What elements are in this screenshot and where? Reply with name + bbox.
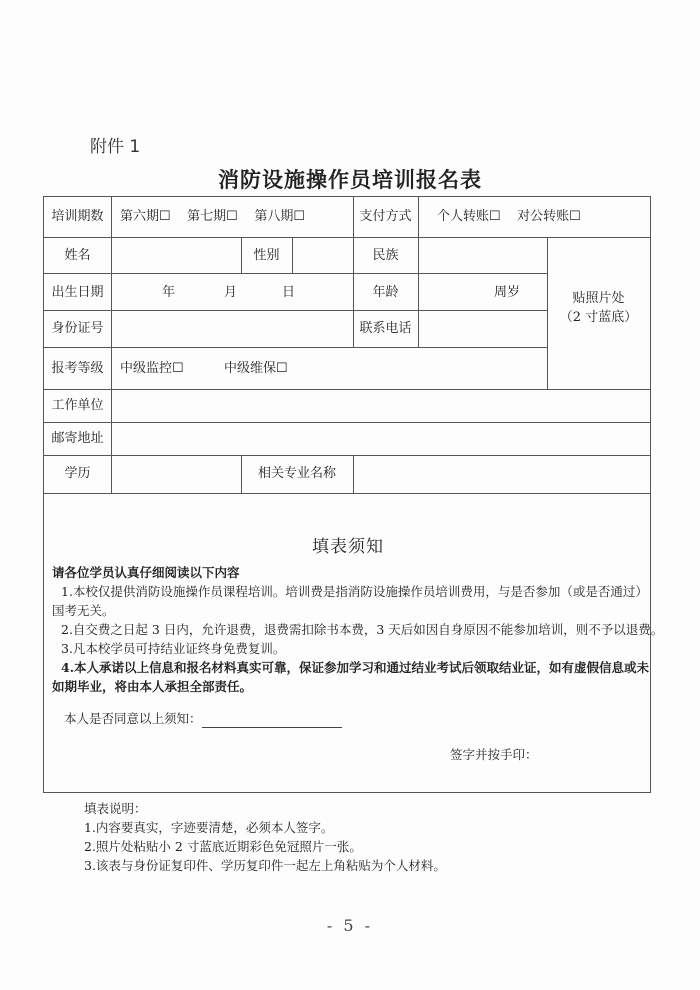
notes-title: 填表须知 — [312, 537, 384, 557]
period-label: 培训期数 — [51, 209, 104, 224]
notes-item-4: 4.本人承诺以上信息和报名材料真实可靠，保证参加学习和通过结业考试后领取结业证，如有虚假信息或未 — [61, 660, 650, 675]
photo-label: 贴照片处 — [572, 291, 625, 306]
notes-item-4-cont: 如期毕业，将由本人承担全部责任。 — [52, 679, 253, 694]
col-divider — [111, 197, 112, 493]
notes-item-2: 2.自交费之日起 3 日内，允许退费，退费需扣除书本费，3 天后如因自身原因不能参加培训，则不予以退费。 — [61, 622, 664, 637]
phone-label: 联系电话 — [359, 321, 412, 336]
agree-label: 本人是否同意以上须知： — [64, 711, 202, 726]
agree-line — [64, 709, 342, 728]
id-number-label: 身份证号 — [51, 321, 104, 336]
col-divider — [353, 455, 354, 493]
exam-level-label: 报考等级 — [51, 361, 104, 376]
registration-form — [43, 196, 664, 793]
month-label: 月 — [224, 285, 238, 300]
level-option-maintenance[interactable]: 中级维保☐ — [224, 361, 288, 376]
row-divider — [44, 347, 547, 348]
row-divider — [44, 422, 650, 423]
form-title: 消防设施操作员培训报名表 — [218, 167, 482, 192]
attachment-label: 附件 1 — [90, 137, 141, 157]
agree-input-line[interactable] — [202, 715, 342, 728]
notes-item-1-cont: 国考无关。 — [52, 603, 115, 618]
birthdate-label: 出生日期 — [51, 285, 104, 300]
footer-line-1: 1.内容要真实，字迹要清楚，必须本人签字。 — [84, 820, 334, 835]
photo-size-label: （2 寸蓝底） — [559, 310, 638, 325]
row-divider — [44, 237, 650, 238]
page-number: - 5 - — [326, 916, 374, 935]
signature-label[interactable]: 签字并按手印： — [450, 747, 538, 762]
notes-item-1: 1.本校仅提供消防设施操作员课程培训。培训费是指消防设施操作员培训费用，与是否参加（或是否通过） — [61, 584, 648, 599]
address-label: 邮寄地址 — [51, 431, 104, 446]
row-divider — [44, 493, 650, 494]
footer-title: 填表说明： — [84, 801, 147, 816]
payment-label: 支付方式 — [359, 209, 412, 224]
footer-line-2: 2.照片处粘贴小 2 寸蓝底近期彩色免冠照片一张。 — [84, 839, 362, 854]
notes-intro: 请各位学员认真仔细阅读以下内容 — [52, 565, 240, 580]
major-label: 相关专业名称 — [257, 466, 336, 481]
employer-label: 工作单位 — [51, 398, 104, 413]
row-divider — [44, 273, 547, 274]
age-unit: 周岁 — [494, 285, 521, 300]
year-label: 年 — [162, 285, 176, 300]
col-divider — [418, 197, 419, 237]
day-label: 日 — [282, 285, 296, 300]
level-option-monitor[interactable]: 中级监控☐ — [120, 361, 184, 376]
ethnicity-label: 民族 — [372, 248, 399, 263]
row-divider — [44, 310, 547, 311]
row-divider — [44, 389, 650, 390]
age-label: 年龄 — [372, 285, 399, 300]
footer-line-3: 3.该表与身份证复印件、学历复印件一起左上角粘贴为个人材料。 — [84, 858, 446, 873]
row-divider — [44, 455, 650, 456]
payment-options[interactable]: 个人转账☐ 对公转账☐ — [437, 209, 581, 224]
col-divider — [292, 237, 293, 273]
name-label: 姓名 — [64, 248, 91, 263]
col-divider — [418, 237, 419, 347]
period-options[interactable]: 第六期☐ 第七期☐ 第八期☐ — [120, 209, 306, 224]
education-label: 学历 — [64, 466, 91, 481]
notes-item-3: 3.凡本校学员可持结业证终身免费复训。 — [61, 641, 286, 656]
gender-label: 性别 — [253, 248, 280, 263]
